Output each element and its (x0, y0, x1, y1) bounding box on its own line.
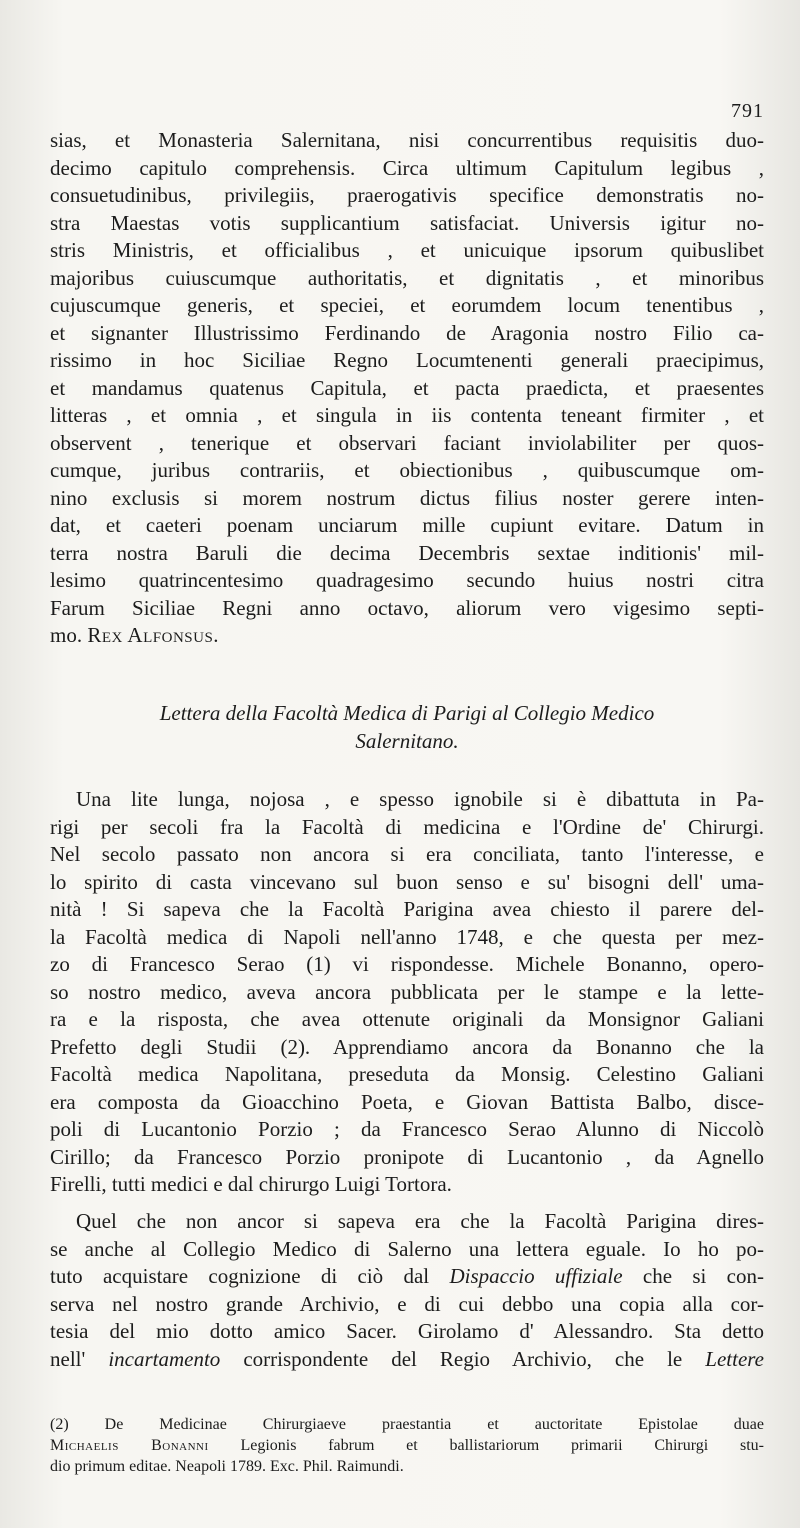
decree-line: terra nostra Baruli die decima Decembris sextae inditionis' mil- (50, 540, 764, 565)
paragraph-line: Una lite lunga, nojosa , e spesso ignobile si è dibattuta in Pa- (76, 787, 764, 811)
paragraph-line: nità ! Si sapeva che la Facoltà Parigina avea chiesto il parere del- (50, 897, 764, 921)
footnote-author: Michaelis Bonanni (50, 1437, 209, 1454)
decree-line: consuetudinibus, privilegiis, praerogativis specifice demonstratis no- (50, 183, 764, 207)
decree-line: cumque, juribus contrariis, et obiectionibus , quibuscumque om- (50, 458, 764, 482)
decree-line: et mandamus quatenus Capitula, et pacta praedicta, et praesentes (50, 375, 764, 400)
line-text: corrispondente del Regio Archivio, che le (220, 1346, 706, 1371)
paragraph-line: era composta da Gioacchino Poeta, e Giovan Battista Balbo, disce- (50, 1089, 764, 1114)
italic-term: incartamento (108, 1346, 221, 1371)
footnote-line (50, 1435, 764, 1456)
paragraph-line: serva nel nostro grande Archivio, e di cui debbo una copia alla cor- (50, 1291, 764, 1316)
decree-line: stra Maestas votis supplicantium satisfaciat. Universis igitur no- (50, 210, 764, 235)
line-text: Legionis fabrum et ballistariorum primarii Chirurgi stu- (240, 1437, 765, 1454)
decree-closing-line (50, 622, 764, 650)
decree-line: Farum Siciliae Regni anno octavo, aliorum vero vigesimo septi- (50, 595, 764, 620)
line-text: che si con- (622, 1264, 764, 1288)
paragraph-line: ra e la risposta, che avea ottenute originali da Monsignor Galiani (50, 1007, 764, 1031)
royal-signature: Rex Alfonsus. (87, 623, 220, 647)
decree-line: stris Ministris, et officialibus , et unicuique ipsorum quibuslibet (50, 238, 764, 262)
italic-term: Lettere (705, 1346, 764, 1371)
decree-line: cujuscumque generis, et speciei, et eorumdem locum tenentibus , (50, 293, 764, 317)
decree-text (50, 127, 764, 650)
italic-term: Dispaccio uffiziale (449, 1264, 623, 1288)
paragraph-1 (50, 786, 764, 1199)
paragraph-line: so nostro medico, aveva ancora pubblicata per le stampe e la lette- (50, 979, 764, 1004)
page-number: 791 (731, 100, 764, 122)
decree-last-word: mo. (50, 623, 83, 647)
paragraph-line: tesia del mio dotto amico Sacer. Girolamo d' Alessandro. Sta detto (50, 1319, 764, 1343)
line-text: tuto acquistare cognizione di ciò dal (50, 1264, 430, 1288)
paragraph-line (50, 1263, 764, 1291)
decree-line: nino exclusis si morem nostrum dictus filius noster gerere inten- (50, 485, 764, 510)
paragraph-line: se anche al Collegio Medico di Salerno una lettera eguale. Io ho po- (50, 1236, 764, 1261)
decree-line: rissimo in hoc Siciliae Regno Locumtenenti generali praecipimus, (50, 348, 764, 372)
decree-line: lesimo quatrincentesimo quadragesimo secundo huius nostri citra (50, 568, 764, 592)
paragraph-line: Firelli, tutti medici e dal chirurgo Luigi Tortora. (50, 1172, 452, 1196)
decree-line: sias, et Monasteria Salernitana, nisi concurrentibus requisitis duo- (50, 128, 764, 152)
paragraph-line: lo spirito di casta vincevano sul buon senso e su' bisogni dell' uma- (50, 869, 764, 894)
paragraph-line: la Facoltà medica di Napoli nell'anno 1748, e che questa per mez- (50, 924, 764, 949)
footnote-line: (2) De Medicinae Chirurgiaeve praestantia et auctoritate Epistolae duae (50, 1416, 764, 1433)
decree-line: litteras , et omnia , et singula in iis contenta teneant firmiter , et (50, 403, 764, 427)
decree-line: dat, et caeteri poenam unciarum mille cupiunt evitare. Datum in (50, 513, 764, 537)
paragraph-line: poli di Lucantonio Porzio ; da Francesco Serao Alunno di Niccolò (50, 1117, 764, 1141)
footnote (50, 1414, 764, 1477)
paragraph-line: Cirillo; da Francesco Porzio pronipote di Lucantonio , da Agnello (50, 1144, 764, 1169)
decree-line: observent , tenerique et observari faciant inviolabiliter per quos- (50, 430, 764, 455)
heading-line-2: Salernitano. (355, 728, 459, 753)
decree-line: decimo capitulo comprehensis. Circa ultimum Capitulum legibus , (50, 155, 764, 180)
paragraph-line: Prefetto degli Studii (2). Apprendiamo ancora da Bonanno che la (50, 1034, 764, 1059)
decree-line: majoribus cuiuscumque authoritatis, et dignitatis , et minoribus (50, 265, 764, 290)
footnote-line: dio primum editae. Neapoli 1789. Exc. Phil. Raimundi. (50, 1458, 404, 1475)
letter-heading (50, 700, 764, 755)
decree-line: et signanter Illustrissimo Ferdinando de Aragonia nostro Filio ca- (50, 320, 764, 345)
paragraph-line: Quel che non ancor si sapeva era che la Facoltà Parigina dires- (76, 1209, 764, 1233)
line-text: nell' (50, 1346, 86, 1371)
paragraph-line: zo di Francesco Serao (1) vi rispondesse. Michele Bonanno, opero- (50, 952, 764, 976)
heading-line-1: Lettera della Facoltà Medica di Parigi al Collegio Medico (159, 701, 655, 725)
paragraph-line (50, 1346, 764, 1374)
paragraph-line: Facoltà medica Napolitana, preseduta da Monsig. Celestino Galiani (50, 1062, 764, 1086)
paragraph-line: Nel secolo passato non ancora si era conciliata, tanto l'interesse, e (50, 842, 764, 866)
paragraph-2 (50, 1208, 764, 1373)
paragraph-line: rigi per secoli fra la Facoltà di medicina e l'Ordine de' Chirurgi. (50, 814, 764, 839)
